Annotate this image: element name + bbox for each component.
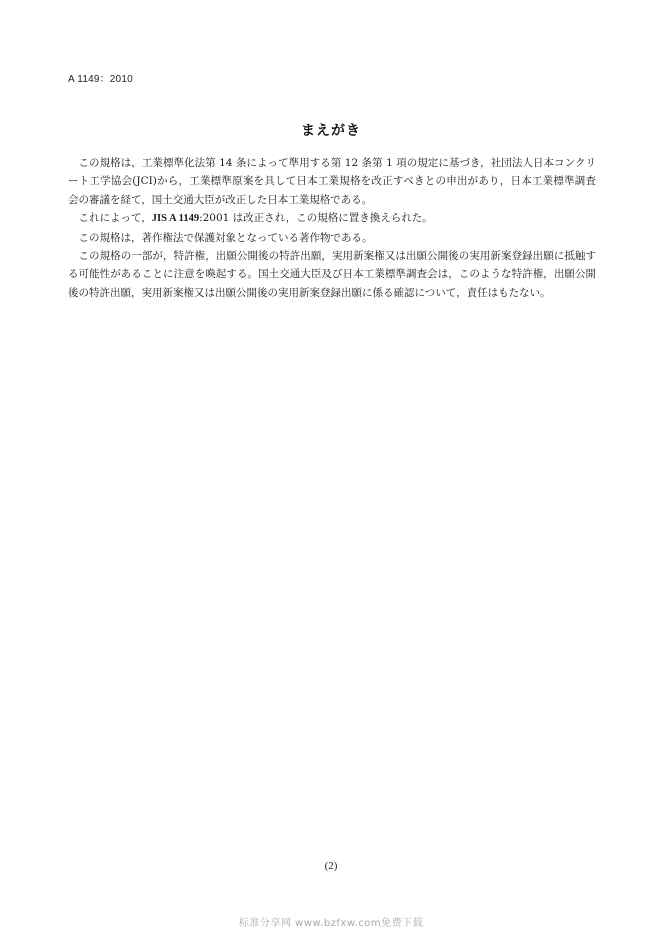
paragraph-replacement bbox=[68, 209, 596, 228]
page-title: まえがき bbox=[301, 123, 361, 139]
page-number: (2) bbox=[324, 860, 338, 872]
standard-number: A 1149：2010 bbox=[68, 74, 133, 85]
paragraph-copyright: この規格は，著作権法で保護対象となっている著作物である。 bbox=[78, 231, 373, 244]
paragraph-revision-basis: この規格は，工業標準化法第 14 条によって準用する第 12 条第 1 項の規定に基づき，社団法人日本コンクリート工学協会(JCI)から，工業標準原案を具して日本工業規格を改正すべきとの申出があり，日本工業標準調査会の審議を経て，国土交通大臣が改正した日本工業規格である。 bbox=[68, 157, 596, 206]
replacement-text-end: :2001 は改正され，この規格に置き換えられた。 bbox=[199, 212, 433, 225]
replaced-standard-code: JIS A 1149 bbox=[151, 213, 200, 225]
watermark-text: 标准分享网 www.bzfxw.com免费下载 bbox=[238, 918, 424, 929]
replacement-text-start: これによって， bbox=[78, 212, 152, 225]
foreword-body bbox=[68, 154, 596, 302]
paragraph-patent-notice: この規格の一部が，特許権，出願公開後の特許出願，実用新案権又は出願公開後の実用新案登録出願に抵触する可能性があることに注意を喚起する。国土交通大臣及び日本工業標準調査会は，このような特許権，出願公開後の特許出願，実用新案権又は出願公開後の実用新案登録出願に係る確認について，責任はもたない。 bbox=[68, 250, 596, 299]
